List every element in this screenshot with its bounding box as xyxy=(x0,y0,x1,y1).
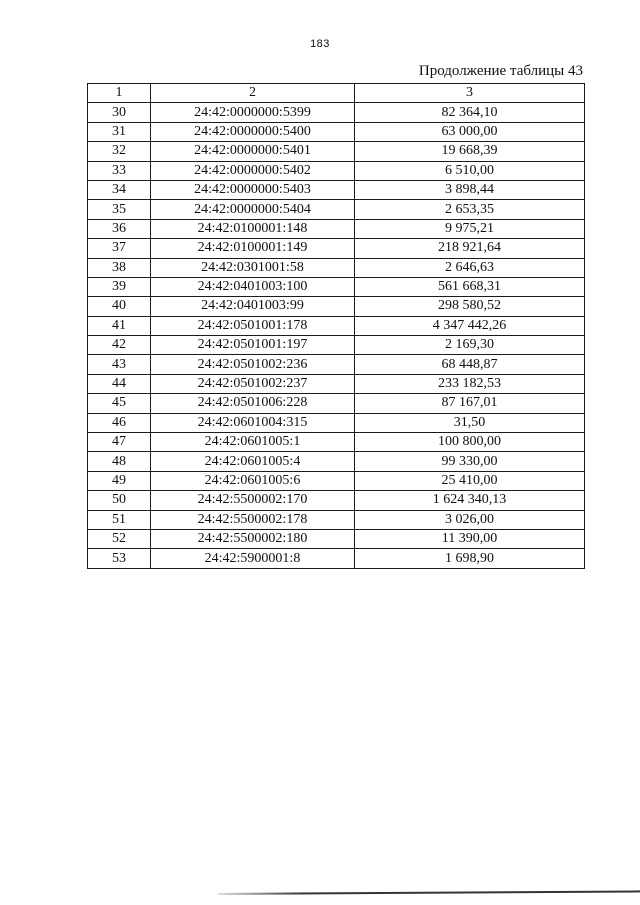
row-number-cell: 52 xyxy=(88,529,151,548)
table-row xyxy=(88,491,585,510)
value-cell: 218 921,64 xyxy=(355,239,585,258)
row-number-cell: 37 xyxy=(88,239,151,258)
row-number-cell: 47 xyxy=(88,433,151,452)
cadastral-number-cell: 24:42:0000000:5404 xyxy=(151,200,355,219)
table-row xyxy=(88,277,585,296)
cadastral-number-cell: 24:42:0401003:100 xyxy=(151,277,355,296)
cadastral-number-cell: 24:42:0501001:197 xyxy=(151,336,355,355)
row-number-cell: 50 xyxy=(88,491,151,510)
value-cell: 82 364,10 xyxy=(355,103,585,122)
table-row xyxy=(88,355,585,374)
row-number-cell: 48 xyxy=(88,452,151,471)
table-row xyxy=(88,180,585,199)
column-header: 3 xyxy=(355,84,585,103)
cadastral-number-cell: 24:42:0601005:4 xyxy=(151,452,355,471)
row-number-cell: 46 xyxy=(88,413,151,432)
column-header: 2 xyxy=(151,84,355,103)
value-cell: 19 668,39 xyxy=(355,142,585,161)
table-row xyxy=(88,452,585,471)
table-row xyxy=(88,103,585,122)
cadastral-number-cell: 24:42:5900001:8 xyxy=(151,549,355,568)
value-cell: 63 000,00 xyxy=(355,122,585,141)
value-cell: 9 975,21 xyxy=(355,219,585,238)
table-body xyxy=(88,84,585,569)
table-row xyxy=(88,394,585,413)
cadastral-number-cell: 24:42:0100001:148 xyxy=(151,219,355,238)
cadastral-number-cell: 24:42:0501001:178 xyxy=(151,316,355,335)
cadastral-number-cell: 24:42:5500002:170 xyxy=(151,491,355,510)
table-row xyxy=(88,374,585,393)
row-number-cell: 43 xyxy=(88,355,151,374)
cadastral-number-cell: 24:42:0601005:1 xyxy=(151,433,355,452)
cadastral-number-cell: 24:42:0000000:5401 xyxy=(151,142,355,161)
value-cell: 11 390,00 xyxy=(355,529,585,548)
cadastral-number-cell: 24:42:0601005:6 xyxy=(151,471,355,490)
value-cell: 2 169,30 xyxy=(355,336,585,355)
value-cell: 87 167,01 xyxy=(355,394,585,413)
cadastral-number-cell: 24:42:0100001:149 xyxy=(151,239,355,258)
table-row xyxy=(88,529,585,548)
row-number-cell: 53 xyxy=(88,549,151,568)
value-cell: 31,50 xyxy=(355,413,585,432)
value-cell: 99 330,00 xyxy=(355,452,585,471)
cadastral-number-cell: 24:42:0301001:58 xyxy=(151,258,355,277)
row-number-cell: 30 xyxy=(88,103,151,122)
row-number-cell: 49 xyxy=(88,471,151,490)
page-number: 183 xyxy=(310,38,330,50)
row-number-cell: 51 xyxy=(88,510,151,529)
row-number-cell: 36 xyxy=(88,219,151,238)
cadastral-number-cell: 24:42:0000000:5400 xyxy=(151,122,355,141)
data-table xyxy=(87,83,585,569)
value-cell: 4 347 442,26 xyxy=(355,316,585,335)
value-cell: 3 898,44 xyxy=(355,180,585,199)
cadastral-number-cell: 24:42:0501002:236 xyxy=(151,355,355,374)
row-number-cell: 45 xyxy=(88,394,151,413)
cadastral-number-cell: 24:42:0401003:99 xyxy=(151,297,355,316)
row-number-cell: 44 xyxy=(88,374,151,393)
row-number-cell: 40 xyxy=(88,297,151,316)
table-row xyxy=(88,161,585,180)
value-cell: 100 800,00 xyxy=(355,433,585,452)
table-row xyxy=(88,471,585,490)
table-row xyxy=(88,219,585,238)
value-cell: 25 410,00 xyxy=(355,471,585,490)
cadastral-number-cell: 24:42:5500002:180 xyxy=(151,529,355,548)
table-row xyxy=(88,239,585,258)
table-row xyxy=(88,258,585,277)
table-row xyxy=(88,510,585,529)
row-number-cell: 33 xyxy=(88,161,151,180)
value-cell: 2 646,63 xyxy=(355,258,585,277)
cadastral-number-cell: 24:42:0501002:237 xyxy=(151,374,355,393)
value-cell: 3 026,00 xyxy=(355,510,585,529)
table-row xyxy=(88,122,585,141)
table-header-row xyxy=(88,84,585,103)
row-number-cell: 41 xyxy=(88,316,151,335)
table-row xyxy=(88,433,585,452)
value-cell: 1 698,90 xyxy=(355,549,585,568)
table-caption: Продолжение таблицы 43 xyxy=(418,63,583,79)
row-number-cell: 34 xyxy=(88,180,151,199)
scan-edge-line xyxy=(218,890,640,895)
value-cell: 561 668,31 xyxy=(355,277,585,296)
table-row xyxy=(88,413,585,432)
value-cell: 298 580,52 xyxy=(355,297,585,316)
cadastral-number-cell: 24:42:0000000:5399 xyxy=(151,103,355,122)
row-number-cell: 39 xyxy=(88,277,151,296)
cadastral-number-cell: 24:42:0000000:5403 xyxy=(151,180,355,199)
cadastral-number-cell: 24:42:0601004:315 xyxy=(151,413,355,432)
cadastral-number-cell: 24:42:0000000:5402 xyxy=(151,161,355,180)
table-row xyxy=(88,316,585,335)
row-number-cell: 42 xyxy=(88,336,151,355)
value-cell: 2 653,35 xyxy=(355,200,585,219)
value-cell: 6 510,00 xyxy=(355,161,585,180)
table-row xyxy=(88,297,585,316)
row-number-cell: 31 xyxy=(88,122,151,141)
table-row xyxy=(88,549,585,568)
cadastral-number-cell: 24:42:5500002:178 xyxy=(151,510,355,529)
row-number-cell: 32 xyxy=(88,142,151,161)
value-cell: 233 182,53 xyxy=(355,374,585,393)
value-cell: 1 624 340,13 xyxy=(355,491,585,510)
table-row xyxy=(88,200,585,219)
column-header: 1 xyxy=(88,84,151,103)
row-number-cell: 35 xyxy=(88,200,151,219)
value-cell: 68 448,87 xyxy=(355,355,585,374)
cadastral-number-cell: 24:42:0501006:228 xyxy=(151,394,355,413)
row-number-cell: 38 xyxy=(88,258,151,277)
table-row xyxy=(88,142,585,161)
table-row xyxy=(88,336,585,355)
